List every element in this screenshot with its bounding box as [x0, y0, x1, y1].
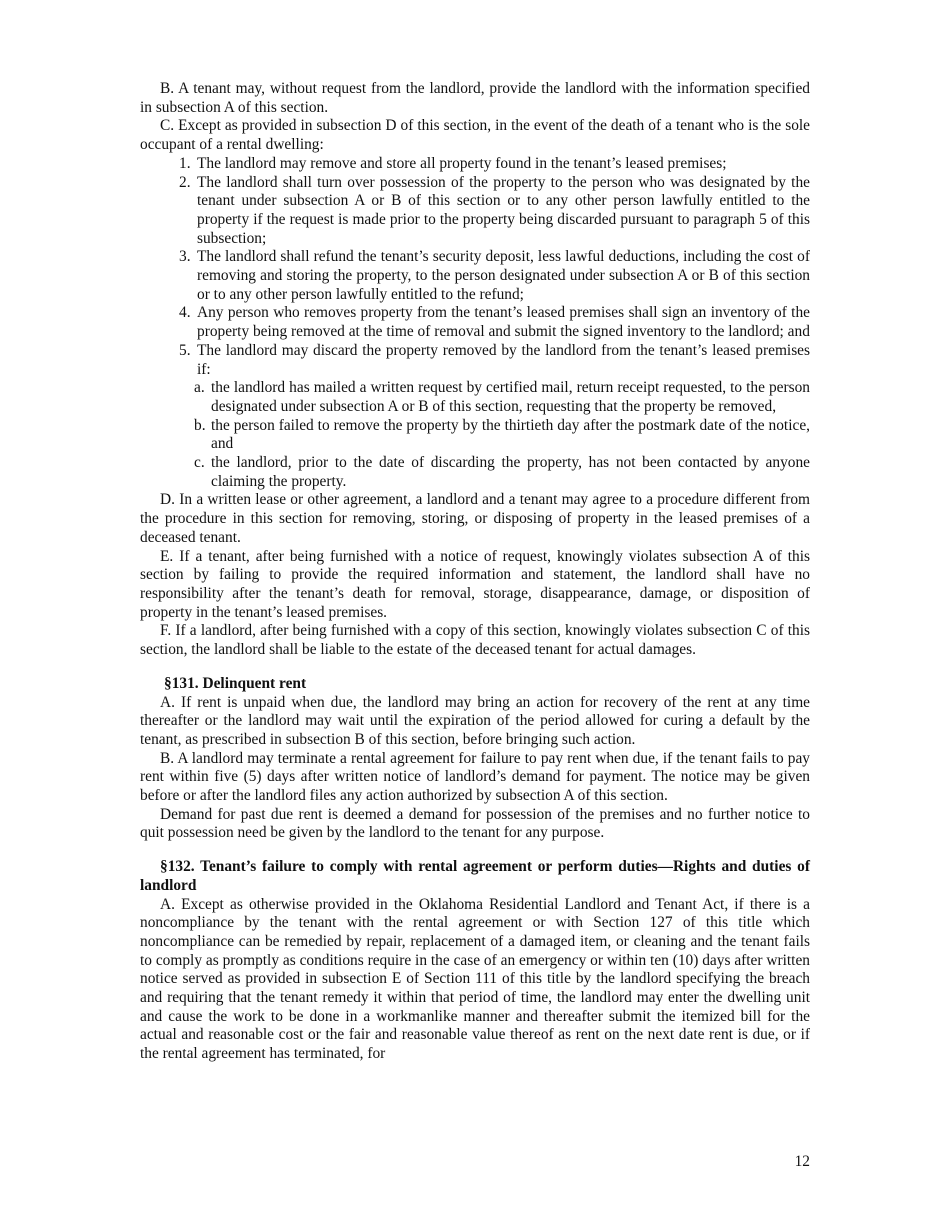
list-item — [140, 417, 810, 454]
page-number: 12 — [794, 1153, 810, 1170]
list-item-text: The landlord may remove and store all property found in the tenant’s leased premises; — [197, 154, 727, 172]
list-item-text: The landlord shall turn over possession of the property to the person who was designated by the tenant under subsection A or B of this section or to any other person lawfully entitled to the property if the request is made prior to the property being discarded pursuant to paragraph 5 of this subsection; — [197, 173, 810, 247]
list-item-letter: c. — [194, 454, 205, 472]
list-item-text: the landlord, prior to the date of discarding the property, has not been contacted by anyone claiming the property. — [211, 454, 810, 490]
list-item-number: 2. — [179, 173, 191, 191]
paragraph-e: E. If a tenant, after being furnished with a notice of request, knowingly violates subsection A of this section by failing to provide the required information and statement, the landlord shall have no responsibility after the tenant’s death for removal, storage, disappearance, damage, or disposition of property in the tenant’s leased premises. — [140, 547, 810, 621]
paragraph-c: C. Except as provided in subsection D of this section, in the event of the death of a tenant who is the sole occupant of a rental dwelling: — [140, 117, 810, 154]
section-131-heading: §131. Delinquent rent — [164, 674, 307, 692]
paragraph-d: D. In a written lease or other agreement, a landlord and a tenant may agree to a procedure different from the procedure in this section for removing, storing, or disposing of property in the leased premises of a deceased tenant. — [140, 491, 810, 546]
list-item-text: Any person who removes property from the tenant’s leased premises shall sign an inventory of the property being removed at the time of removal and submit the signed inventory to the landlord; and — [197, 304, 810, 341]
list-item-text: the person failed to remove the property by the thirtieth day after the postmark date of the notice, and — [211, 416, 810, 453]
numbered-list-c — [140, 155, 810, 379]
paragraph-f: F. If a landlord, after being furnished with a copy of this section, knowingly violates subsection C of this section, the landlord shall be liable to the estate of the deceased tenant for actual damages. — [140, 622, 810, 659]
list-item-number: 4. — [179, 304, 191, 322]
list-item — [140, 248, 810, 304]
list-item-letter: b. — [194, 416, 206, 434]
list-item — [140, 379, 810, 416]
list-item-letter: a. — [194, 379, 205, 397]
list-item-text: The landlord shall refund the tenant’s security deposit, less lawful deductions, including the cost of removing and storing the property, to the person designated under subsection A or B of this section or to any other person lawfully entitled to the refund; — [197, 248, 810, 303]
list-item — [140, 155, 810, 174]
section-132-paragraph-a: A. Except as otherwise provided in the Oklahoma Residential Landlord and Tenant Act, if there is a noncompliance by the tenant with the rental agreement or with Section 127 of this title which noncompliance can be remedied by repair, replacement of a damaged item, or cleaning and the tenant fails to comply as promptly as conditions require in the case of an emergency or within ten (10) days after written notice served as provided in subsection E of Section 111 of this title by the landlord specifying the breach and requiring that the tenant remedy it within that period of time, the landlord may enter the dwelling unit and cause the work to be done in a workmanlike manner and thereafter submit the itemized bill for the actual and reasonable cost or the fair and reasonable value thereof as rent on the next date rent is due, or if the rental agreement has terminated, for — [140, 895, 810, 1063]
list-item-number: 5. — [179, 341, 191, 359]
list-item-text: the landlord has mailed a written request by certified mail, return receipt requested, to the person designated under subsection A or B of this section, requesting that the property be removed, — [211, 379, 810, 415]
list-item — [140, 174, 810, 249]
list-item-number: 1. — [179, 154, 191, 172]
list-item-number: 3. — [179, 248, 191, 266]
section-131-paragraph-a: A. If rent is unpaid when due, the landlord may bring an action for recovery of the rent at any time thereafter or the landlord may wait until the expiration of the period allowed for curing a default by the tenant, as prescribed in subsection B of this section, before bringing such action. — [140, 693, 810, 748]
lettered-list-5 — [140, 379, 810, 491]
section-131-paragraph-b: B. A landlord may terminate a rental agreement for failure to pay rent when due, if the tenant fails to pay rent within five (5) days after written notice of landlord’s demand for payment. The notice may be given before or after the landlord files any action authorized by subsection A of this section. — [140, 749, 810, 805]
list-item — [140, 342, 810, 379]
list-item — [140, 304, 810, 341]
section-131-paragraph-demand: Demand for past due rent is deemed a demand for possession of the premises and no further notice to quit possession need be given by the landlord to the tenant for any purpose. — [140, 805, 810, 842]
paragraph-b: B. A tenant may, without request from the landlord, provide the landlord with the information specified in subsection A of this section. — [140, 80, 810, 116]
section-132-heading: §132. Tenant’s failure to comply with rental agreement or perform duties—Rights and duties of landlord — [140, 858, 810, 894]
list-item — [140, 454, 810, 491]
list-item-text: The landlord may discard the property removed by the landlord from the tenant’s leased premises if: — [197, 341, 810, 378]
document-page — [140, 80, 810, 1064]
